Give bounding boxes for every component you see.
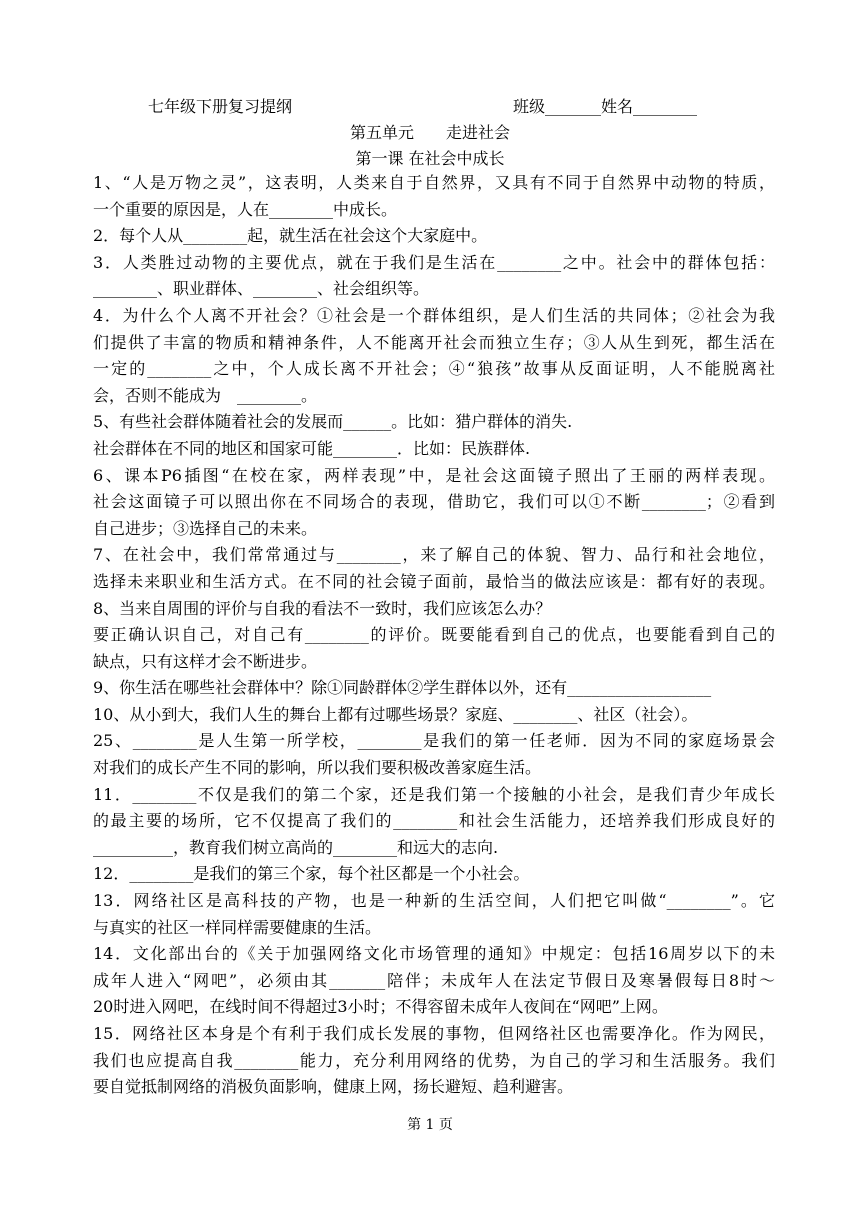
text-line: 5、有些社会群体随着社会的发展而______。比如：猎户群体的消失. xyxy=(93,412,573,432)
text-line: 一定的________之中，个人成长离不开社会；④“狼孩”故事从反面证明，人不能脱离社 xyxy=(93,359,775,379)
text-line: 11．________不仅是我们的第二个家，还是我们第一个接触的小社会，是我们青少年成长 xyxy=(93,784,775,804)
lesson-title: 第一课 在社会中成长 xyxy=(355,149,505,168)
text-line: 14．文化部出台的《关于加强网络文化市场管理的通知》中规定：包括16周岁以下的未 xyxy=(93,944,775,964)
text-line: 我们也应提高自我________能力，充分利用网络的优势，为自己的学习和生活服务。我们 xyxy=(93,1050,775,1070)
text-line: 4．为什么个人离不开社会？①社会是一个群体组织，是人们生活的共同体；②社会为我 xyxy=(93,305,775,325)
text-line: 20时进入网吧，在线时间不得超过3小时；不得容留未成年人夜间在“网吧”上网。 xyxy=(93,997,668,1017)
document-header xyxy=(0,94,860,120)
body-text xyxy=(93,170,775,1101)
text-line: 1、“人是万物之灵”，这表明，人类来自于自然界，又具有不同于自然界中动物的特质， xyxy=(93,173,775,192)
text-line: ________、职业群体、________、社会组织等。 xyxy=(93,279,430,299)
text-line: 10、从小到大，我们人生的舞台上都有过哪些场景？家庭、________、社区（社会）。 xyxy=(93,704,698,724)
text-line: 会，否则不能成为 ________。 xyxy=(93,385,318,405)
text-line: 社会群体在不同的地区和国家可能________．比如：民族群体. xyxy=(93,438,531,458)
unit-title: 第五单元 走进社会 xyxy=(349,123,510,142)
text-line: 自己进步；③选择自己的未来。 xyxy=(93,518,318,538)
text-line: 一个重要的原因是，人在________中成长。 xyxy=(93,199,398,219)
class-name-field: 班级_______姓名________ xyxy=(513,97,698,116)
page-number: 第 1 页 xyxy=(407,1117,453,1133)
text-line: 要自觉抵制网络的消极负面影响，健康上网，扬长避短、趋利避害。 xyxy=(93,1077,574,1097)
text-line: 要正确认识自己，对自己有________的评价。既要能看到自己的优点，也要能看到自己的 xyxy=(93,625,775,645)
text-line: 成年人进入“网吧”，必须由其_______陪伴；未成年人在法定节假日及寒暑假每日8时～ xyxy=(93,970,775,990)
text-line: 13．网络社区是高科技的产物，也是一种新的生活空间，人们把它叫做“________”。它 xyxy=(93,891,775,911)
text-line: 25、________是人生第一所学校，________是我们的第一任老师．因为不同的家庭场景会 xyxy=(93,731,775,751)
text-line: 选择未来职业和生活方式。在不同的社会镜子面前，最恰当的做法应该是：都有好的表现。 xyxy=(93,571,775,591)
text-line: 的最主要的场所，它不仅提高了我们的________和社会生活能力，还培养我们形成良好的 xyxy=(93,811,775,831)
text-line: __________，教育我们树立高尚的________和远大的志向. xyxy=(93,837,499,857)
text-line: 们提供了丰富的物质和精神条件，人不能离开社会而独立生存；③人从生到死，都生活在 xyxy=(93,332,775,352)
text-line: 9、你生活在哪些社会群体中？除①同龄群体②学生群体以外，还有__________________ xyxy=(93,678,712,698)
document-title: 七年级下册复习提纲 xyxy=(148,97,293,116)
text-line: 对我们的成长产生不同的影响，所以我们要积极改善家庭生活。 xyxy=(93,758,542,778)
text-line: 与真实的社区一样同样需要健康的生活。 xyxy=(93,917,382,937)
text-line: 2．每个人从________起，就生活在社会这个大家庭中。 xyxy=(93,226,488,246)
text-line: 缺点，只有这样才会不断进步。 xyxy=(93,651,318,671)
text-line: 12．________是我们的第三个家，每个社区都是一个小社会。 xyxy=(93,864,530,884)
text-line: 3．人类胜过动物的主要优点，就在于我们是生活在________之中。社会中的群体包括： xyxy=(93,252,775,272)
text-line: 社会这面镜子可以照出你在不同场合的表现，借助它，我们可以①不断________；②看到 xyxy=(93,492,775,512)
text-line: 7、在社会中，我们常常通过与________，来了解自己的体貌、智力、品行和社会地位， xyxy=(93,545,775,565)
text-line: 8、当来自周围的评价与自我的看法不一致时，我们应该怎么办？ xyxy=(93,598,552,618)
text-line: 15．网络社区本身是个有利于我们成长发展的事物，但网络社区也需要净化。作为网民， xyxy=(93,1024,775,1043)
text-line: 6、课本P6插图“在校在家，两样表现”中，是社会这面镜子照出了王丽的两样表现。 xyxy=(93,465,775,485)
